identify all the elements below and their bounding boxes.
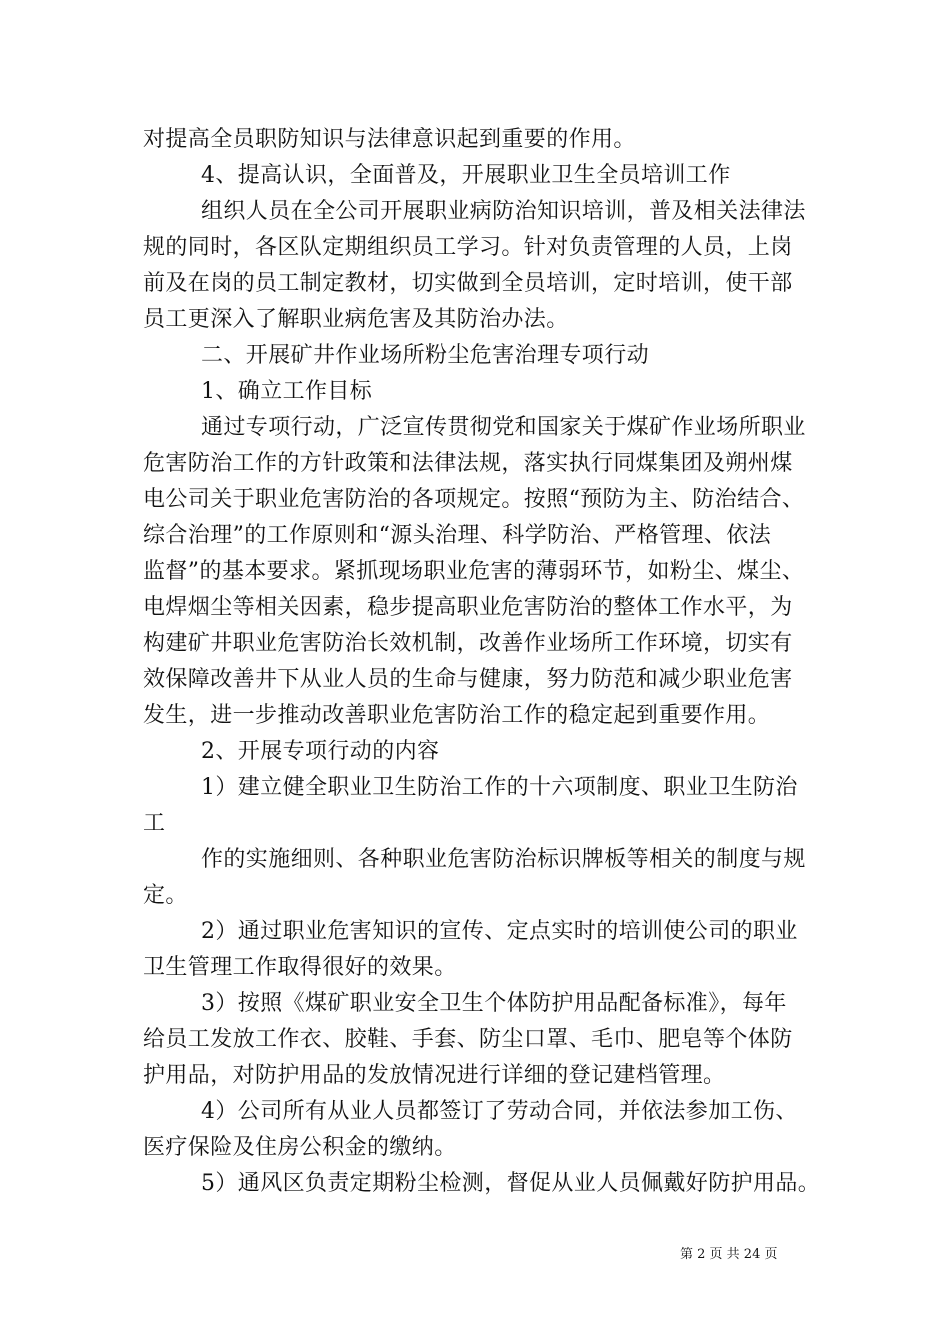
paragraph-line: 规的同时，各区队定期组织员工学习。针对负责管理的人员，上岗 [143,235,793,260]
paragraph-line: 电焊烟尘等相关因素，稳步提高职业危害防治的整体工作水平，为 [143,595,793,620]
list-item-line: 1）建立健全职业卫生防治工作的十六项制度、职业卫生防治 [201,775,798,800]
section-heading: 1、确立工作目标 [201,379,373,404]
paragraph-line: 构建矿井职业危害防治长效机制，改善作业场所工作环境，切实有 [143,631,793,656]
section-heading: 4、提高认识，全面普及，开展职业卫生全员培训工作 [201,163,731,188]
list-item-line: 护用品，对防护用品的发放情况进行详细的登记建档管理。 [143,1063,726,1088]
list-item-line: 医疗保险及住房公积金的缴纳。 [143,1135,457,1160]
document-body [143,122,821,1202]
paragraph-line: 监督”的基本要求。紧抓现场职业危害的薄弱环节，如粉尘、煤尘、 [143,559,805,584]
list-item-line: 定。 [143,883,188,908]
paragraph-line: 综合治理”的工作原则和“源头治理、科学防治、严格管理、依法 [143,523,772,548]
paragraph-line: 对提高全员职防知识与法律意识起到重要的作用。 [143,127,636,152]
paragraph-line: 危害防治工作的方针政策和法律法规，落实执行同煤集团及朔州煤 [143,451,793,476]
list-item-line: 3）按照《煤矿职业安全卫生个体防护用品配备标准》，每年 [201,991,787,1016]
paragraph-line: 员工更深入了解职业病危害及其防治办法。 [143,307,569,332]
section-heading: 2、开展专项行动的内容 [201,739,440,764]
list-item-line: 2）通过职业危害知识的宣传、定点实时的培训使公司的职业 [201,919,798,944]
list-item-line: 给员工发放工作衣、胶鞋、手套、防尘口罩、毛巾、肥皂等个体防 [143,1027,793,1052]
paragraph-line: 组织人员在全公司开展职业病防治知识培训，普及相关法律法 [201,199,806,224]
section-heading: 二、开展矿井作业场所粉尘危害治理专项行动 [201,343,650,368]
paragraph-line: 效保障改善井下从业人员的生命与健康，努力防范和减少职业危害 [143,667,793,692]
list-item-line: 工 [143,811,166,836]
page-number-footer: 第 2 页 共 24 页 [680,1247,778,1262]
paragraph-line: 发生，进一步推动改善职业危害防治工作的稳定起到重要作用。 [143,703,771,728]
list-item-line: 5）通风区负责定期粉尘检测，督促从业人员佩戴好防护用品。 [201,1171,821,1196]
list-item-line: 作的实施细则、各种职业危害防治标识牌板等相关的制度与规 [201,847,806,872]
paragraph-line: 前及在岗的员工制定教材，切实做到全员培训，定时培训，使干部 [143,271,793,296]
list-item-line: 卫生管理工作取得很好的效果。 [143,955,457,980]
paragraph-line: 电公司关于职业危害防治的各项规定。按照“预防为主、防治结合、 [143,487,805,512]
paragraph-line: 通过专项行动，广泛宣传贯彻党和国家关于煤矿作业场所职业 [201,415,806,440]
list-item-line: 4）公司所有从业人员都签订了劳动合同，并依法参加工伤、 [201,1099,798,1124]
